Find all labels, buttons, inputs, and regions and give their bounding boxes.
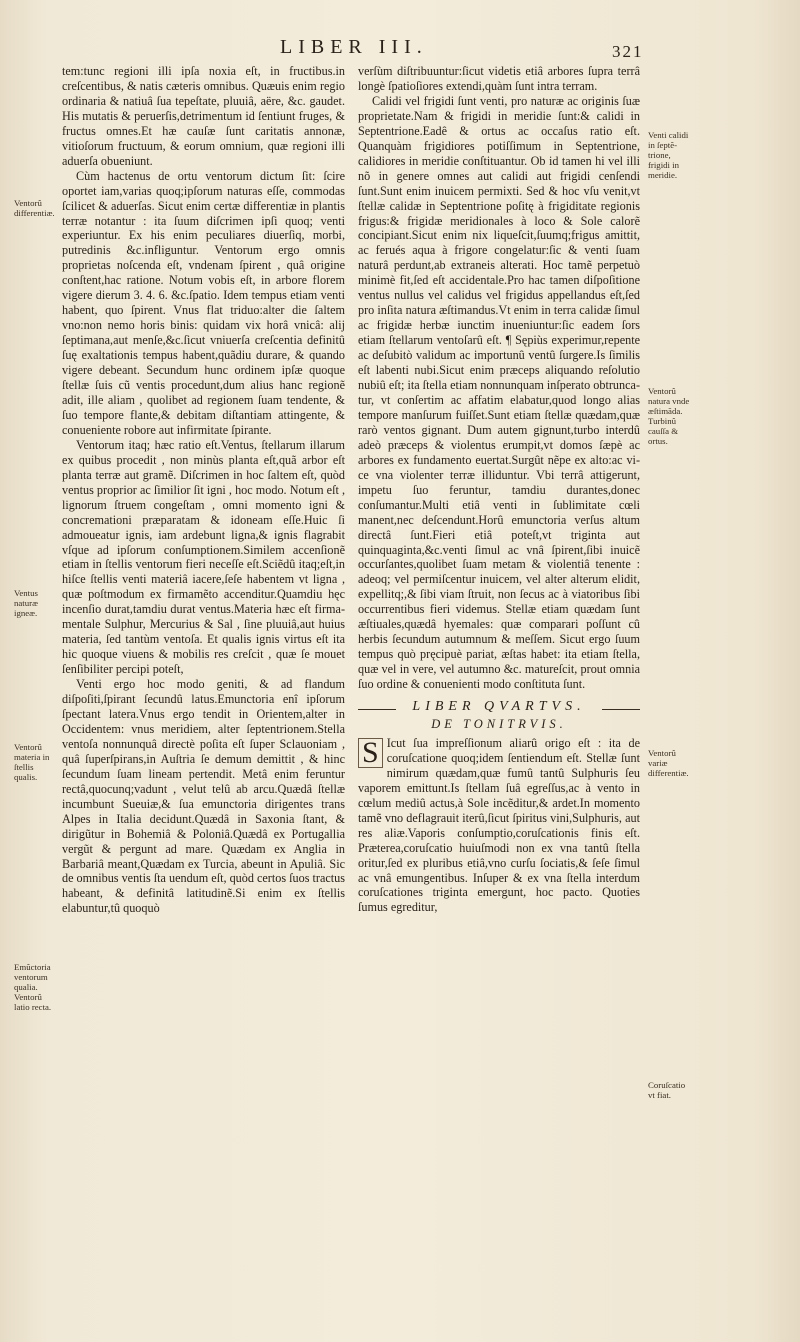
chapter-heading: DE TONITRVIS. <box>431 716 567 731</box>
margin-note-lightning: Coruſcatio vt fiat. <box>648 1080 686 1100</box>
margin-note-winds-differences: Ventorû differentiæ. <box>14 198 55 218</box>
paragraph <box>358 736 640 915</box>
heading-rule-right <box>602 709 640 710</box>
right-text-column <box>358 64 640 915</box>
paragraph: Ventorum itaq; hæc ratio eſt.Ventus, ſtellarum illarum ex quibus procedit , non minùs planta eſt,quã arbor eſt planta terræ aut gramẽ. Diſcrimen in hoc ſaltem eſt, quòd ventus proprior ac ſimilior ſit igni , hoc modo. Notum eſt , lignorum ſtruem congeſtam , omni momento igni & concremationi præparatam & idoneam eſſe.Huic ſi admoueatur ignis, iam ardebunt ligna,& ignis flagrabit vſque ad ipſorum conſumptionem.Similem accenſionẽ etiam in ſtellis ventorum fieri neceſſe eſt.Sciẽdû itaq;eſt,in hiſce ſtellis venti materiâ iacere,ſeſe habentem vt ligna , quæ poſtmodum ex firmamẽto accenditur.Quamdiu hęc incenſio durat,tamdiu durat ventus.Materia hæc eſt firmamentale Sulphur, Mercurius & Sal , ſine pluuiâ,aut huius materia, ſed tantùm ventoſa. Et qualis ignis virtus eſt ita hic quoque viuens & mobilis res creſcit , quæ ſe mouet ſenſibiliter percipi poteſt, <box>62 437 345 677</box>
paragraph: verſùm diſtribuuntur:ſicut videtis etiâ arbores ſupra terrâ longè ſpatioſiores extendi,quàm ſunt intra terram. <box>358 64 640 93</box>
margin-note-hot-cold-winds: Venti calidi in ſeptẽtrione, frigidi in meridie. <box>648 130 689 180</box>
running-head: LIBER III. <box>280 36 428 58</box>
margin-note-wind-fiery-nature: Ventus naturæ igneæ. <box>14 588 38 618</box>
book-heading-text: LIBER QVARTVS. <box>412 699 586 715</box>
heading-rule-left <box>358 709 396 710</box>
paragraph: Cùm hactenus de ortu ventorum dictum ſit: ſcire oportet iam,varias quoq;ipſorum naturas eſſe, commodas ſcilicet & aduerſas. Sicut enim certæ differentiæ in plantis terræ notantur : ita ſuum diſcrimen ipſi quoq; venti experiuntur. Ex his enim peculiares diuerſiq, morbi, putredinis &c.infliguntur. Ventorum ergo omnis proprietas noſcenda eſt, vndenam ſpirent , quâ origine conſtent,hac ratione. Notum vobis eſt, in arbore florem vigere dierum 3. 4. 6. &c.ſpatio. Idem tempus etiam venti habent, quo ſpirent. Vnus flat triduo:alter die ſaltem vno:non nemo horis binis: quidam vix horâ vnicâ: alij ſeptimana,aut menſe,&c.ſicut vniuerſa creſcentia definitû ſuę exaltationis tempus habent,quãdiu durare, & quando vigere debeant. Secundum hunc ordinem ipſæ quoque ſtellæ ſuis cũ ventis procedunt,dum alius hanc regionẽ adit, ille aliam , quolibet ad regionem ſuam tendente, & ſuo tempore flante,& debitam diſtantiam attingente, & conueniente robore aut infirmitate ſpirante. <box>62 168 345 437</box>
left-text-column <box>62 64 345 916</box>
paragraph: tem:tunc regioni illi ipſa noxia eſt, in fructibus.in creſcentibus, & natis cæteris omnibus. Quæuis enim regio ordinaria & natiuâ ſua tepeſtate, pluuiâ, aëre, &c. gaudet. His mutatis & peruerſis,detrimentum id ſentiunt fruges, & fructus omnes.Et hæ cauſæ ſunt caritatis annonæ, vitioſorum fructuum, & eorum omnium, quæ regioni illi aduerſa obueniunt. <box>62 64 345 168</box>
paragraph: Calidi vel frigidi ſunt venti, pro naturæ ac originis ſuæ proprietate.Nam & frigidi in meridie ſunt:& calidi in Septentrione.Eadê & ortus ac occaſus ratio eſt. Quanquàm frigidiores potiſſimum in Septentrione, calidiores in meridie conſtituantur. Ob id tamen hi vel illi nõ in genere omnes aut calidi aut frigidi cenſendi ſunt.Sunt enim inuicem permixti. Sed & hoc vſu venit,vt ſtellæ calidæ in Septentrione poſitę à frigiditate regionis frigus:& frigidæ meridionales à loco & Sole calorẽ concipiant.Sicut enim nix liqueſcit,ſuumq;frigus amittit, ac ferués aqua à frigore congelatur:ſic & venti ſuam naturâ perdunt,ab extraneis alterati. Hoc tamẽ perpetuò minimè fit,ſed eſt accidentale.Pro hac tamen diſpoſitione ventus nullus vel calidus vel frigidus appellandus eſt,ſed pro inſita natura æſtimandus.Vt enim in terra calidæ ſimul ac frigidæ herbæ iunctim inueniuntur:ſic eadem ſors etiam ſtellarum ventoſarû eſt. ¶ Sępiùs experimur,repente ac deſubitò validum ac importunû ventû ſurgere.Is ſimilis eſt labenti nubi.Sicut enim præceps aliquando reſolutio nubiû eſt; ita ſtella etiam nonnunquam inſperato obtruncatur, vt conſertim ac affatim elabatur,quod longo alias tempore manſurum fuiſſet.Sunt etiam ſtellæ quædam,quæ rarò ventos gignant. Dum autem gignunt,turbo interdû adeò præceps & violentus erumpit,vt domos ſæpè ac arbores ex fundamento euertat.Surgût nẽpe ex alto:ac vice vna violenter terræ illiduntur. Vbi terrâ attigerunt, impetu ſuo feruntur, tamdiu durantes,donec conſumantur.Multi etiâ venti in ſublimitate cœli manent,nec deſcendunt.Horû emunctoria verſus altum directâ ſunt.Fieri etiâ poteſt,vt triginta aut quinquaginta,&c.venti ſimul ac vnâ ſpirent,ſibi inuicẽ occurſantes,quolibet ſuam metam & violentiâ tenente : adeoq; vel permiſcentur inuicem, vel alter alterum elidit, expellitq;,& ſibi viam ſtruit, non ſecus ac à viatoribus ſibi occurrentibus fieri videmus. Stellæ etiam quædam ſunt æſtiuales,quædâ hyemales: quæ comparari poſſunt cû herbis ſecundum autumnum & meſſem. Sicut ergo ſuum tempus quò pręcipuè pariat, æſtas habet: ita etiam ſtella, quæ vel in vere, vel autumno &c. matureſcit, prout omnia ſuo ordine & conuenienti modo conſtituta ſunt. <box>358 93 640 692</box>
margin-note-wind-matter: Ventorû materia in ſtellis qualis. <box>14 742 50 782</box>
book-heading <box>358 700 640 715</box>
page-header <box>0 32 800 62</box>
paragraph: Venti ergo hoc modo geniti, & ad flandum diſpoſiti,ſpirant ſecundû latus.Emunctoria enî ipſorum ſpectant latera.Vnus ergo tendit in Orientem,alter in Occidentem: vnus meridiem, alter ſeptentrionem.Stella ventoſa nonnunquâ directè poſita eſt ſuper Sclauoniam , quâ ſuperſpirans,in Auſtria ſe demum demittit , & hinc ſecundum ſuam lineam pertendit. Metâ enim feruntur rectâ,quocunq;vadunt , velut telû ab arcu.Quædâ ſtellæ incumbunt Sueuiæ,& ſua emunctoria dirigentes trans Alpes in Italia decidunt.Quædâ in Saxonia ſtant, & dirigũtur in Bohemiâ & Poloniâ.Quædâ ex Portugallia vergũt & pergunt ad mare. Quædam ex Anglia in Barbariâ meant,Quædam ex Turcia, abeunt in Apuliâ. Sic de omnibus ventis ſta uendum eſt, quòd certos ſuos tractus habeant, & definitâ latitudinẽ.Si enim ex ſtellis elabuntur,tû quoquò <box>62 677 345 916</box>
margin-note-whirlwinds: Ventorû natura vnde æſtimãda. Turbinû cauſſa & ortus. <box>648 386 690 446</box>
page-number: 321 <box>612 42 644 61</box>
drop-cap: S <box>358 738 383 768</box>
margin-note-emunctories: Emũctoria ventorum qualia. Ventorû latio recta. <box>14 962 52 1012</box>
paragraph-text: Icut ſua impreſſionum aliarû origo eſt : ita de coruſcatione quoq;idem ſentiendum eſt. Stellæ ſunt nimirum quædam,quæ fumû tantû Sulphuris ſeu vaporem emittunt.Is ſtellam ſuâ egreſſus,ac à vento in cœlum mediû actus,à Sole incẽditur,& ardet.In momento tamẽ vno deflagrauit iterû,ſicut ſpiritus vini,Sulphuris, aut res aliæ.Vaporis conſumptio,coruſcationis finis eſt. Præterea,coruſcatio huiuſmodi non ex vna tantû ſtella oritur,ſed ex pluribus etiâ,vno curſu ſociatis,& ſeſe ſimul ac vnâ emungentibus. Inſuper & ex vna ſtella interdum coruſcationes triginta emergunt, hoc pacto. Quoties ſumus egreditur, <box>358 735 640 915</box>
margin-note-wind-varieties: Ventorû variæ differentiæ. <box>648 748 689 778</box>
